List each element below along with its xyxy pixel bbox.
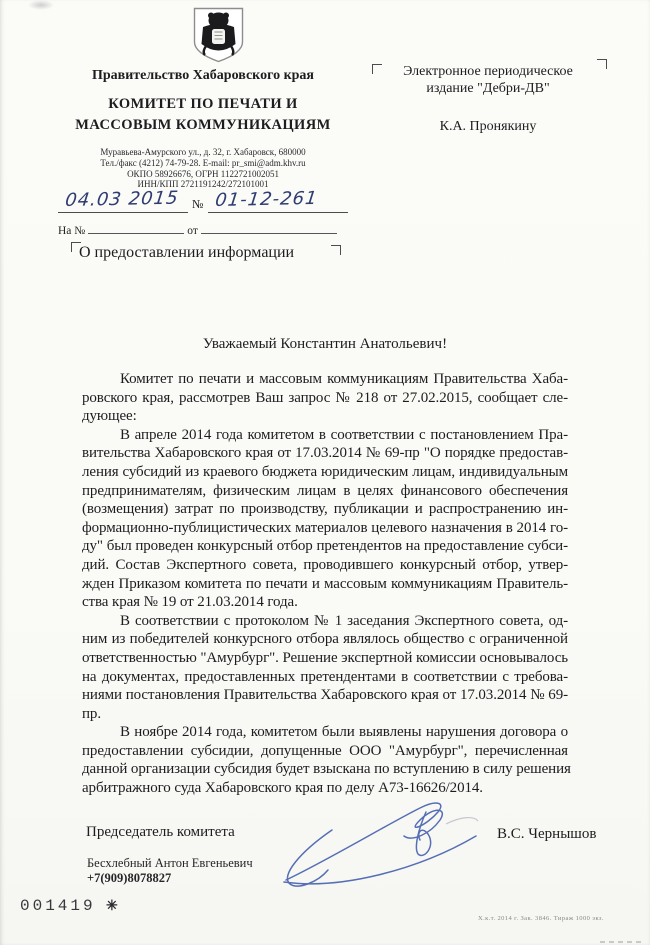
body-line: В апреле 2014 года комитетом в соответствии с постановлением Пра-	[120, 426, 568, 443]
reply-from-label: от	[187, 225, 198, 237]
body-line: предоставлении субсидии, допущенные ООО "Амурбург", перечисленная	[82, 742, 568, 759]
reply-reference-row	[58, 220, 358, 237]
scan-edge-artifact	[600, 941, 644, 943]
handwritten-number: 01-12-261	[214, 187, 319, 211]
date-field	[58, 188, 188, 213]
body-line: ства края № 19 от 21.03.2014 года.	[82, 594, 298, 611]
reply-number-blank	[88, 220, 184, 234]
reply-prefix-label: На №	[58, 225, 86, 237]
recipient-corner-mark-right	[597, 59, 607, 69]
recipient-org-line2: издание "Дебри-ДВ"	[426, 80, 550, 96]
committee-name-line1: КОМИТЕТ ПО ПЕЧАТИ И	[108, 96, 298, 112]
body-line: арбитражного суда Хабаровского края по делу А73-16626/2014.	[82, 780, 483, 797]
recipient-org-line1: Электронное периодическое	[403, 64, 573, 79]
recipient-organization	[380, 64, 596, 97]
asterisk-stamp-icon: ✳	[106, 899, 118, 914]
subject-line: О предоставлении информации	[79, 244, 295, 261]
body-line: В соответствии с протоколом № 1 заседания Экспертного совета, од-	[120, 612, 568, 629]
body-line: ним из победителей конкурсного отбора являлось общество с ограниченной	[82, 631, 568, 648]
committee-name	[38, 94, 368, 136]
body-line: ровского края, рассмотрев Ваш запрос № 218 от 27.02.2015, сообщает сле-	[82, 389, 568, 406]
number-sign: №	[192, 197, 204, 211]
address-line: ИНН/КПП 2721191242/272101001	[137, 179, 269, 190]
executor-phone: +7(909)8078827	[87, 871, 172, 885]
body-line: вительства Хабаровского края от 17.03.2014 № 69-пр "О порядке предостав-	[82, 445, 568, 462]
handwritten-date: 04.03 2015	[64, 187, 180, 211]
body-line: дий. Состав Экспертного совета, проводившего конкурсный отбор, утвер-	[82, 556, 568, 573]
body-line: жден Приказом комитета по печати и массовым коммуникациям Правитель-	[82, 575, 568, 592]
address-line: Тел./факс (4212) 74-79-28. E-mail: pr_smi@adm.khv.ru	[100, 157, 306, 168]
letter-body	[82, 370, 571, 798]
khabarovsk-krai-coat-of-arms-icon	[192, 6, 245, 64]
committee-name-line2: МАССОВЫМ КОММУНИКАЦИЯМ	[75, 117, 331, 133]
body-line: ду" был проведен конкурсный отбор претендентов на предоставление субси-	[82, 538, 568, 555]
body-line: формационно-публицистических материалов целевого назначения в 2014 го-	[82, 519, 568, 536]
number-field	[208, 188, 348, 213]
address-line: ОКПО 58926676, ОГРН 1122721002051	[127, 168, 279, 179]
signer-position: Председатель комитета	[86, 824, 235, 840]
outgoing-reference-row	[58, 188, 358, 218]
body-line: ответственностью "Амурбург". Решение экспертной комиссии основывалось	[82, 649, 568, 666]
body-line: ления субсидий из краевого бюджета юридическим лицам, индивидуальным	[82, 463, 568, 480]
handwritten-signature	[270, 790, 482, 892]
address-block	[38, 147, 368, 190]
print-house-info: Х.к.т. 2014 г. Зак. 3846. Тираж 1000 экз.	[478, 915, 604, 922]
address-line: Муравьева-Амурского ул., д. 32, г. Хабаровск, 680000	[100, 147, 306, 157]
body-line: Комитет по печати и массовым коммуникациям Правительства Хаба-	[120, 371, 568, 387]
body-line: В ноябре 2014 года, комитетом были выявлены нарушения договора о	[120, 724, 568, 741]
salutation: Уважаемый Константин Анатольевич!	[202, 336, 448, 352]
reply-date-blank	[201, 220, 337, 234]
executor-name: Бесхлебный Антон Евгеньевич	[87, 856, 253, 870]
body-line: ниями постановления Правительства Хабаровского края от 17.03.2014 № 69-	[82, 687, 568, 704]
body-line: пр.	[82, 705, 101, 722]
body-line: (возмещения) затрат по производству, публикации и распространению ин-	[82, 501, 568, 518]
body-line: на документах, предоставленных претендентами в соответствии с требова-	[82, 668, 568, 685]
scan-smudge	[28, 0, 54, 10]
registration-stamp-number: 001419	[20, 897, 96, 915]
signer-name: В.С. Чернышов	[497, 826, 597, 842]
recipient-person: К.А. Пронякину	[439, 119, 537, 134]
body-line: данной организации субсидия будет взыскана по вступлению в силу решения	[82, 761, 571, 778]
subject-corner-mark-right	[331, 245, 341, 255]
body-line: дующее:	[82, 408, 137, 425]
body-line: предпринимателям, физическим лицам в целях финансового обеспечения	[82, 482, 568, 499]
government-name: Правительство Хабаровского края	[91, 68, 315, 83]
